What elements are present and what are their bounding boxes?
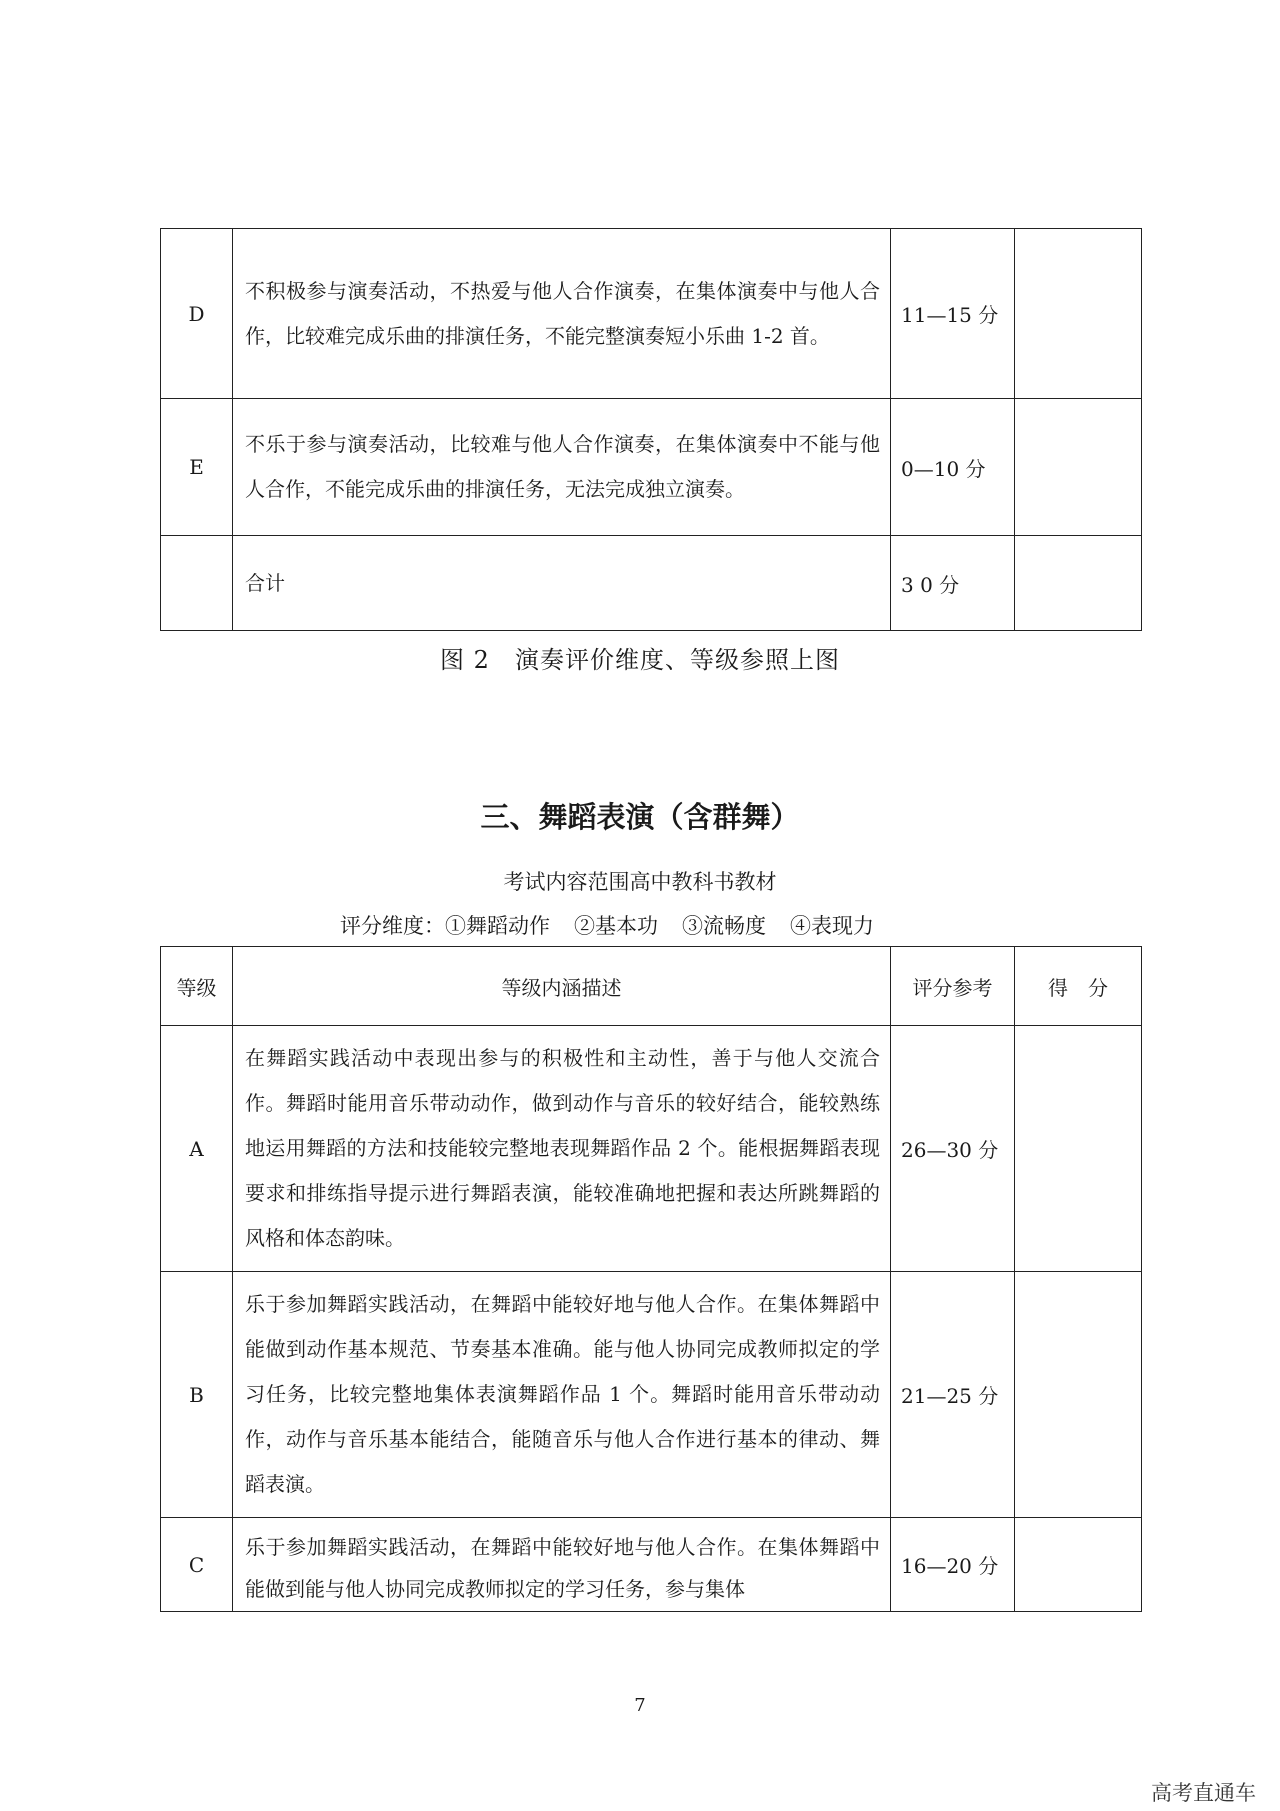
table-row bbox=[161, 229, 1142, 399]
scoring-dimensions bbox=[340, 910, 898, 940]
header-score: 得 分 bbox=[1015, 947, 1142, 1026]
section-title: 三、舞蹈表演（含群舞） bbox=[480, 800, 800, 834]
grade-level: D bbox=[161, 229, 233, 399]
dimension-item: ②基本功 bbox=[574, 914, 658, 938]
table-row-total bbox=[161, 536, 1142, 631]
grade-level: A bbox=[161, 1026, 233, 1272]
header-description: 等级内涵描述 bbox=[233, 947, 891, 1026]
total-label: 合计 bbox=[233, 536, 891, 631]
score-cell bbox=[1015, 536, 1142, 631]
watermark: 高考直通车 bbox=[1151, 1781, 1256, 1805]
header-level: 等级 bbox=[161, 947, 233, 1026]
grade-level: B bbox=[161, 1272, 233, 1518]
dance-grade-table bbox=[160, 946, 1142, 1612]
table-row bbox=[161, 1272, 1142, 1518]
score-reference: 26—30 分 bbox=[891, 1026, 1015, 1272]
dimension-item: ①舞蹈动作 bbox=[445, 914, 550, 938]
total-score: 3 0 分 bbox=[891, 536, 1015, 631]
figure-caption: 图 2 演奏评价维度、等级参照上图 bbox=[440, 646, 840, 674]
table-header-row bbox=[161, 947, 1142, 1026]
table-row bbox=[161, 1518, 1142, 1612]
performance-grade-table bbox=[160, 228, 1142, 631]
header-score-ref: 评分参考 bbox=[891, 947, 1015, 1026]
table-row bbox=[161, 399, 1142, 536]
score-cell bbox=[1015, 1272, 1142, 1518]
score-cell bbox=[1015, 1518, 1142, 1612]
score-reference: 16—20 分 bbox=[891, 1518, 1015, 1612]
score-cell bbox=[1015, 1026, 1142, 1272]
grade-level: C bbox=[161, 1518, 233, 1612]
dimension-item: ③流畅度 bbox=[682, 914, 766, 938]
page-number: 7 bbox=[634, 1695, 646, 1716]
grade-level bbox=[161, 536, 233, 631]
grade-description: 乐于参加舞蹈实践活动，在舞蹈中能较好地与他人合作。在集体舞蹈中能做到动作基本规范、节奏基本准确。能与他人协同完成教师拟定的学习任务，比较完整地集体表演舞蹈作品 1 个。舞蹈时能用音乐带动动作，动作与音乐基本能结合，能随音乐与他人合作进行基本的律动、舞蹈表演。 bbox=[233, 1272, 891, 1518]
dimension-item: ④表现力 bbox=[790, 914, 874, 938]
grade-level: E bbox=[161, 399, 233, 536]
score-reference: 0—10 分 bbox=[891, 399, 1015, 536]
grade-description: 不乐于参与演奏活动，比较难与他人合作演奏，在集体演奏中不能与他人合作，不能完成乐曲的排演任务，无法完成独立演奏。 bbox=[233, 399, 891, 536]
score-cell bbox=[1015, 399, 1142, 536]
exam-scope: 考试内容范围高中教科书教材 bbox=[503, 870, 777, 894]
score-reference: 11—15 分 bbox=[891, 229, 1015, 399]
dimensions-label: 评分维度： bbox=[340, 914, 445, 938]
grade-description: 乐于参加舞蹈实践活动，在舞蹈中能较好地与他人合作。在集体舞蹈中能做到能与他人协同完成教师拟定的学习任务，参与集体 bbox=[233, 1518, 891, 1612]
table-row bbox=[161, 1026, 1142, 1272]
grade-description: 不积极参与演奏活动，不热爱与他人合作演奏，在集体演奏中与他人合作，比较难完成乐曲的排演任务，不能完整演奏短小乐曲 1-2 首。 bbox=[233, 229, 891, 399]
score-cell bbox=[1015, 229, 1142, 399]
score-reference: 21—25 分 bbox=[891, 1272, 1015, 1518]
grade-description: 在舞蹈实践活动中表现出参与的积极性和主动性，善于与他人交流合作。舞蹈时能用音乐带动动作，做到动作与音乐的较好结合，能较熟练地运用舞蹈的方法和技能较完整地表现舞蹈作品 2 个。能根据舞蹈表现要求和排练指导提示进行舞蹈表演，能较准确地把握和表达所跳舞蹈的风格和体态韵味。 bbox=[233, 1026, 891, 1272]
